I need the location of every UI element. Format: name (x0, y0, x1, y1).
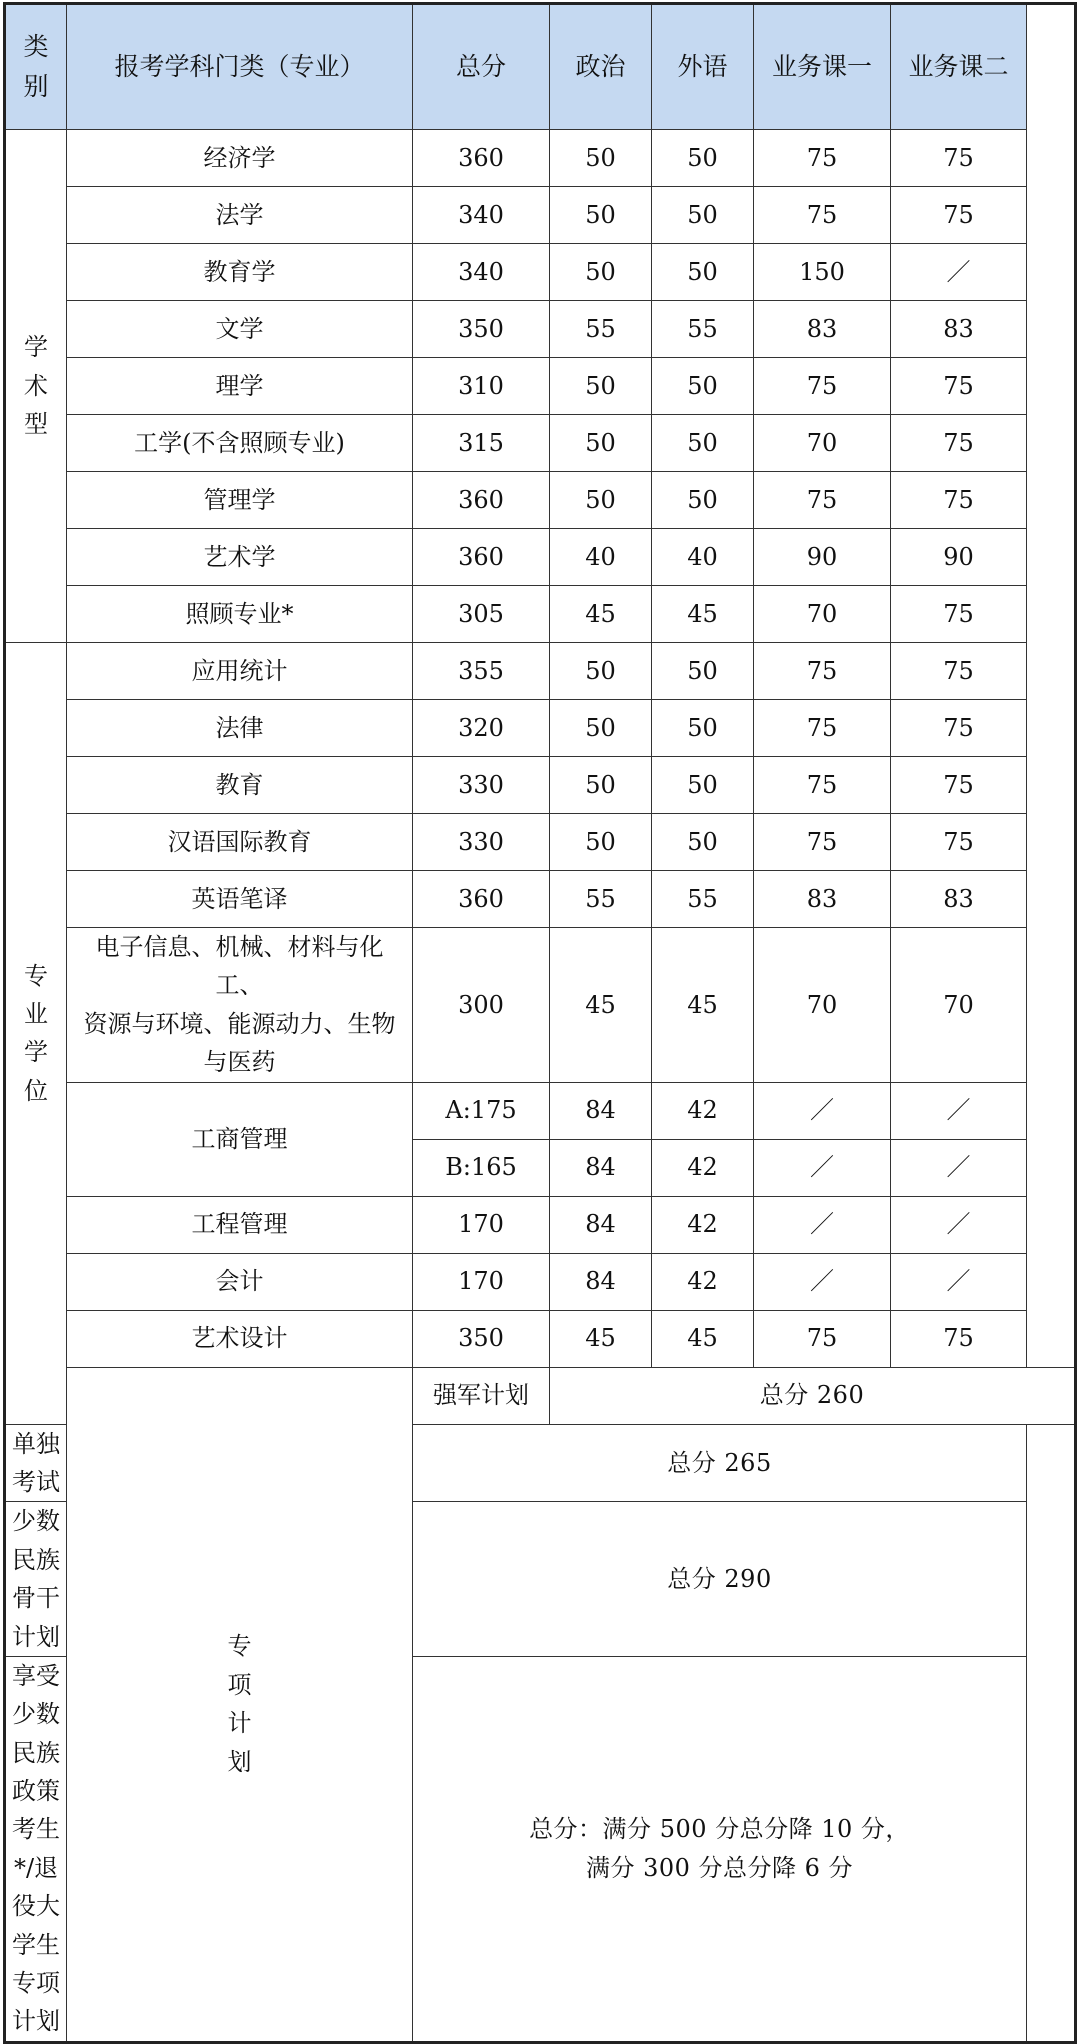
cell-course1: 90 (754, 529, 891, 586)
cell-course2: 75 (891, 814, 1027, 871)
table-row (5, 301, 1076, 358)
cell-foreign: 50 (652, 757, 754, 814)
cell-politics: 55 (550, 871, 652, 928)
cell-foreign: 50 (652, 472, 754, 529)
table-row (5, 130, 1076, 187)
cell-politics: 50 (550, 244, 652, 301)
cell-course1: 83 (754, 871, 891, 928)
subject-name: 照顾专业* (67, 586, 413, 643)
table-row (5, 871, 1076, 928)
cell-foreign: 55 (652, 301, 754, 358)
cell-total-merged: 总分 260 (550, 1367, 1076, 1424)
cell-foreign: 50 (652, 814, 754, 871)
subject-name: 单独考试 (5, 1424, 67, 1502)
table-row (5, 700, 1076, 757)
subject-name: 强军计划 (413, 1367, 550, 1424)
cell-course2: 75 (891, 130, 1027, 187)
cell-course2: ／ (891, 244, 1027, 301)
table-row (5, 529, 1076, 586)
cell-course2: 75 (891, 1310, 1027, 1367)
subject-name-mba: 工商管理 (67, 1082, 413, 1196)
score-table (3, 2, 1077, 2044)
cell-course2: 75 (891, 643, 1027, 700)
subject-name: 教育学 (67, 244, 413, 301)
cell-foreign: 45 (652, 928, 754, 1083)
cell-politics: 50 (550, 757, 652, 814)
cell-foreign: 50 (652, 187, 754, 244)
cell-foreign: 45 (652, 1310, 754, 1367)
cell-course2: 75 (891, 586, 1027, 643)
subject-name-engineering: 电子信息、机械、材料与化工、 资源与环境、能源动力、生物 与医药 (67, 928, 413, 1083)
table-row (5, 187, 1076, 244)
subject-name: 少数民族骨干计划 (5, 1502, 67, 1657)
cell-politics: 40 (550, 529, 652, 586)
cell-course1: 70 (754, 928, 891, 1083)
cell-course2: 75 (891, 415, 1027, 472)
cell-politics: 84 (550, 1253, 652, 1310)
cell-course1: 75 (754, 472, 891, 529)
table-row (5, 415, 1076, 472)
cell-total: 340 (413, 187, 550, 244)
cell-foreign: 42 (652, 1082, 754, 1139)
cell-politics: 50 (550, 472, 652, 529)
cell-total: 360 (413, 130, 550, 187)
group-professional: 专 业 学 位 (5, 643, 67, 1425)
cell-course2: 75 (891, 700, 1027, 757)
subject-name: 艺术学 (67, 529, 413, 586)
subject-name: 工程管理 (67, 1196, 413, 1253)
cell-course1: 75 (754, 358, 891, 415)
cell-course1: 150 (754, 244, 891, 301)
cell-foreign: 42 (652, 1253, 754, 1310)
cell-course1: ／ (754, 1139, 891, 1196)
cell-foreign: 40 (652, 529, 754, 586)
cell-course2: ／ (891, 1139, 1027, 1196)
cell-course2: 90 (891, 529, 1027, 586)
cell-politics: 50 (550, 358, 652, 415)
cell-foreign: 50 (652, 358, 754, 415)
subject-name: 法学 (67, 187, 413, 244)
cell-total: 310 (413, 358, 550, 415)
cell-total: 350 (413, 1310, 550, 1367)
cell-course2: ／ (891, 1196, 1027, 1253)
table-row (5, 757, 1076, 814)
cell-total: 170 (413, 1196, 550, 1253)
cell-course1: 75 (754, 700, 891, 757)
cell-course1: 75 (754, 757, 891, 814)
cell-total: 340 (413, 244, 550, 301)
cell-foreign: 55 (652, 871, 754, 928)
cell-course1: ／ (754, 1253, 891, 1310)
cell-course2: ／ (891, 1082, 1027, 1139)
table-row (5, 1196, 1076, 1253)
cell-course2: 70 (891, 928, 1027, 1083)
cell-foreign: 42 (652, 1196, 754, 1253)
table-row (5, 358, 1076, 415)
cell-politics: 50 (550, 415, 652, 472)
cell-total: 170 (413, 1253, 550, 1310)
table-row (5, 472, 1076, 529)
cell-foreign: 50 (652, 700, 754, 757)
cell-politics: 84 (550, 1196, 652, 1253)
cell-foreign: 42 (652, 1139, 754, 1196)
table-row (5, 1082, 1076, 1139)
cell-course1: ／ (754, 1196, 891, 1253)
cell-politics: 50 (550, 700, 652, 757)
table-row (5, 1367, 1076, 1424)
cell-course1: 75 (754, 814, 891, 871)
cell-politics: 45 (550, 1310, 652, 1367)
cell-total: A:175 (413, 1082, 550, 1139)
table-row (5, 643, 1076, 700)
cell-foreign: 50 (652, 244, 754, 301)
cell-total: 330 (413, 757, 550, 814)
header-row (5, 4, 1076, 130)
subject-name: 会计 (67, 1253, 413, 1310)
header-subject: 报考学科门类（专业） (67, 4, 413, 130)
cell-politics: 50 (550, 814, 652, 871)
cell-course2: ／ (891, 1253, 1027, 1310)
cell-course2: 75 (891, 187, 1027, 244)
subject-name: 管理学 (67, 472, 413, 529)
table-row (5, 1310, 1076, 1367)
cell-total: 360 (413, 472, 550, 529)
cell-course2: 75 (891, 757, 1027, 814)
subject-name: 应用统计 (67, 643, 413, 700)
group-academic: 学 术 型 (5, 130, 67, 643)
table-row (5, 928, 1076, 1083)
table-row (5, 586, 1076, 643)
subject-name: 经济学 (67, 130, 413, 187)
cell-course1: 75 (754, 130, 891, 187)
cell-foreign: 50 (652, 130, 754, 187)
subject-name-minority: 享受少数民族政策考生*/退 役大学生专项计划 (5, 1656, 67, 2042)
subject-name: 英语笔译 (67, 871, 413, 928)
group-special: 专 项 计 划 (67, 1367, 413, 2042)
cell-total: 300 (413, 928, 550, 1083)
cell-total: 350 (413, 301, 550, 358)
cell-course1: 75 (754, 643, 891, 700)
cell-course2: 75 (891, 472, 1027, 529)
header-foreign: 外语 (652, 4, 754, 130)
subject-name: 法律 (67, 700, 413, 757)
cell-total-merged: 总分 265 (413, 1424, 1027, 1502)
header-category: 类 别 (5, 4, 67, 130)
cell-politics: 84 (550, 1139, 652, 1196)
cell-total: 330 (413, 814, 550, 871)
cell-total-merged: 总分 290 (413, 1502, 1027, 1657)
table-row (5, 814, 1076, 871)
cell-politics: 50 (550, 130, 652, 187)
cell-politics: 84 (550, 1082, 652, 1139)
header-politics: 政治 (550, 4, 652, 130)
cell-foreign: 50 (652, 415, 754, 472)
cell-politics: 45 (550, 928, 652, 1083)
cell-total: 315 (413, 415, 550, 472)
cell-total: 360 (413, 871, 550, 928)
cell-total: B:165 (413, 1139, 550, 1196)
table-row (5, 244, 1076, 301)
header-course1: 业务课一 (754, 4, 891, 130)
subject-name: 艺术设计 (67, 1310, 413, 1367)
header-total: 总分 (413, 4, 550, 130)
subject-name: 理学 (67, 358, 413, 415)
cell-politics: 50 (550, 187, 652, 244)
cell-course2: 75 (891, 358, 1027, 415)
cell-course2: 83 (891, 301, 1027, 358)
cell-course1: 83 (754, 301, 891, 358)
cell-politics: 50 (550, 643, 652, 700)
subject-name: 教育 (67, 757, 413, 814)
cell-foreign: 50 (652, 643, 754, 700)
cell-total: 320 (413, 700, 550, 757)
subject-name: 工学(不含照顾专业) (67, 415, 413, 472)
cell-course1: 75 (754, 187, 891, 244)
cell-total: 355 (413, 643, 550, 700)
header-course2: 业务课二 (891, 4, 1027, 130)
cell-total: 305 (413, 586, 550, 643)
subject-name: 汉语国际教育 (67, 814, 413, 871)
cell-course1: ／ (754, 1082, 891, 1139)
cell-politics: 45 (550, 586, 652, 643)
cell-total: 360 (413, 529, 550, 586)
cell-total-merged: 总分：满分 500 分总分降 10 分， 满分 300 分总分降 6 分 (413, 1656, 1027, 2042)
cell-course1: 70 (754, 586, 891, 643)
cell-politics: 55 (550, 301, 652, 358)
subject-name: 文学 (67, 301, 413, 358)
cell-course1: 70 (754, 415, 891, 472)
cell-foreign: 45 (652, 586, 754, 643)
cell-course1: 75 (754, 1310, 891, 1367)
cell-course2: 83 (891, 871, 1027, 928)
table-row (5, 1253, 1076, 1310)
